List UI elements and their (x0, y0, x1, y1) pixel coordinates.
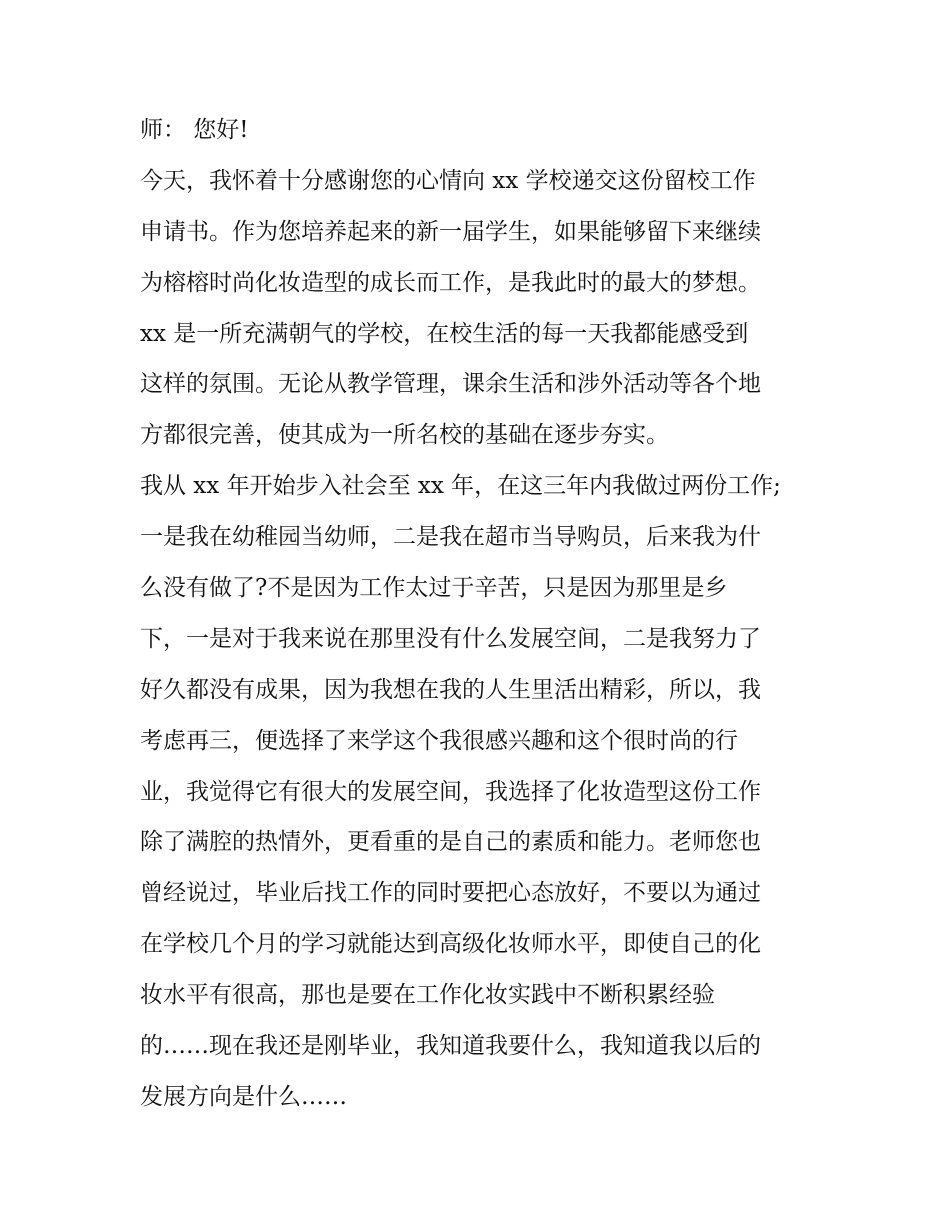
text-line: 我从 xx 年开始步入社会至 xx 年，在这三年内我做过两份工作; (140, 473, 781, 500)
text-line: xx 是一所充满朝气的学校，在校生活的每一天我都能感受到 (140, 320, 749, 347)
text-line: 这样的氛围。无论从教学管理，课余生活和涉外活动等各个地 (140, 371, 761, 398)
text-line: 曾经说过，毕业后找工作的同时要把心态放好，不要以为通过 (140, 880, 761, 907)
text-line: 考虑再三，便选择了来学这个我很感兴趣和这个很时尚的行 (140, 727, 738, 754)
text-line: 除了满腔的热情外，更看重的是自己的素质和能力。老师您也 (140, 829, 761, 856)
text-line: 方都很完善，使其成为一所名校的基础在逐步夯实。 (140, 422, 669, 449)
text-line: 妆水平有很高，那也是要在工作化妆实践中不断积累经验 (140, 982, 715, 1009)
text-line: 今天，我怀着十分感谢您的心情向 xx 学校递交这份留校工作 (140, 167, 756, 194)
text-line: 申请书。作为您培养起来的新一届学生，如果能够留下来继续 (140, 218, 761, 245)
text-line: 下，一是对于我来说在那里没有什么发展空间，二是我努力了 (140, 625, 761, 652)
text-line: 发展方向是什么…… (140, 1083, 347, 1110)
text-line: 的……现在我还是刚毕业，我知道我要什么，我知道我以后的 (140, 1033, 761, 1060)
text-line: 么没有做了?不是因为工作太过于辛苦，只是因为那里是乡 (140, 575, 728, 602)
text-line: 一是我在幼稚园当幼师，二是我在超市当导购员，后来我为什 (140, 524, 761, 551)
text-line: 为榕榕时尚化妆造型的成长而工作，是我此时的最大的梦想。 (140, 269, 761, 296)
text-line: 业，我觉得它有很大的发展空间，我选择了化妆造型这份工作 (140, 778, 761, 805)
text-line: 好久都没有成果，因为我想在我的人生里活出精彩，所以，我 (140, 676, 761, 703)
letter-body (140, 105, 820, 1123)
text-line: 师： 您好! (140, 117, 249, 143)
text-line: 在学校几个月的学习就能达到高级化妆师水平，即使自己的化 (140, 931, 761, 958)
